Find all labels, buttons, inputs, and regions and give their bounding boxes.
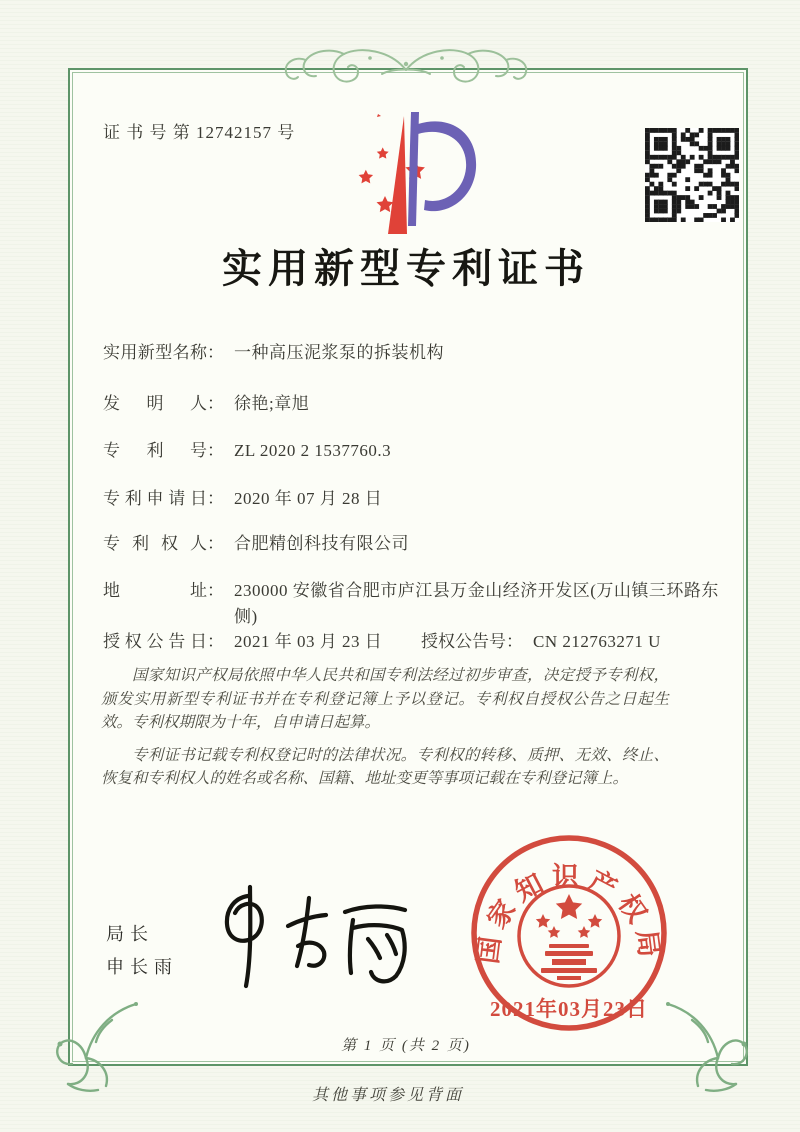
field-value: 合肥精创科技有限公司 — [234, 534, 409, 553]
back-note: 其他事项参见背面 — [311, 1087, 464, 1104]
page-indicator: 第 1 页 (共 2 页) — [341, 1038, 471, 1054]
commissioner-signature-icon — [212, 882, 412, 994]
national-emblem-icon — [519, 886, 619, 986]
legal-paragraph-1: 国家知识产权局依照中华人民共和国专利法经过初步审查，决定授予专利权，颁发实用新型专利证书并在专利登记簿上予以登记。专利权自授权公告之日起生效。专利权期限为十年，自申请日起算。 — [101, 667, 669, 731]
commissioner-title: 局长 — [106, 924, 154, 944]
field-value: ZL 2020 2 1537760.3 — [234, 441, 392, 460]
field-row-grant: 授权公告日： 2021 年 03 月 23 日 授权公告号： CN 212763271 U — [103, 629, 382, 655]
legal-text — [101, 664, 669, 800]
commissioner-name: 申长雨 — [106, 957, 178, 977]
field-row-patent-number: 专利号： ZL 2020 2 1537760.3 — [103, 438, 391, 464]
field-label: 授权公告号 — [421, 632, 506, 651]
certificate-title: 实用新型专利证书 — [222, 246, 590, 291]
qr-code — [645, 128, 739, 222]
field-row-invention-name: 实用新型名称： 一种高压泥浆泵的拆装机构 — [103, 340, 444, 366]
field-value: 2020 年 07 月 28 日 — [234, 489, 383, 508]
field-label: 专利权人 — [103, 534, 207, 553]
legal-paragraph-2: 专利证书记载专利权登记时的法律状况。专利权的转移、质押、无效、终止、恢复和专利权人的姓名或名称、国籍、地址变更等事项记载在专利登记簿上。 — [101, 746, 669, 787]
field-value: 一种高压泥浆泵的拆装机构 — [234, 343, 444, 362]
certificate-number: 证 书 号 第 12742157 号 — [103, 123, 296, 142]
field-value: CN 212763271 U — [533, 632, 661, 651]
grant-number-group: 授权公告号： CN 212763271 U — [421, 629, 661, 655]
seal-arc-text: 国家知识产权局 — [472, 862, 666, 966]
field-label: 实用新型名称 — [103, 343, 207, 362]
field-label: 授权公告日 — [103, 632, 207, 651]
field-row-inventor: 发明人： 徐艳;章旭 — [103, 391, 309, 417]
field-row-address: 地址： 230000 安徽省合肥市庐江县万金山经济开发区(万山镇三环路东侧) — [103, 578, 739, 630]
field-row-filing-date: 专利申请日： 2020 年 07 月 28 日 — [103, 486, 382, 512]
field-label: 专利号 — [103, 441, 207, 460]
seal-date: 2021年03月23日 — [490, 997, 648, 1021]
official-seal — [453, 820, 685, 1046]
field-value: 徐艳;章旭 — [234, 394, 310, 413]
field-label: 专利申请日 — [103, 489, 207, 508]
field-label: 地址 — [103, 581, 207, 600]
field-value: 2021 年 03 月 23 日 — [234, 632, 383, 651]
top-dragon-ornament-icon — [262, 40, 550, 98]
field-value: 230000 安徽省合肥市庐江县万金山经济开发区(万山镇三环路东侧) — [234, 581, 719, 626]
field-label: 发明人 — [103, 394, 207, 413]
field-row-patentee: 专利权人： 合肥精创科技有限公司 — [103, 531, 409, 557]
cnipa-logo-icon — [328, 106, 486, 240]
